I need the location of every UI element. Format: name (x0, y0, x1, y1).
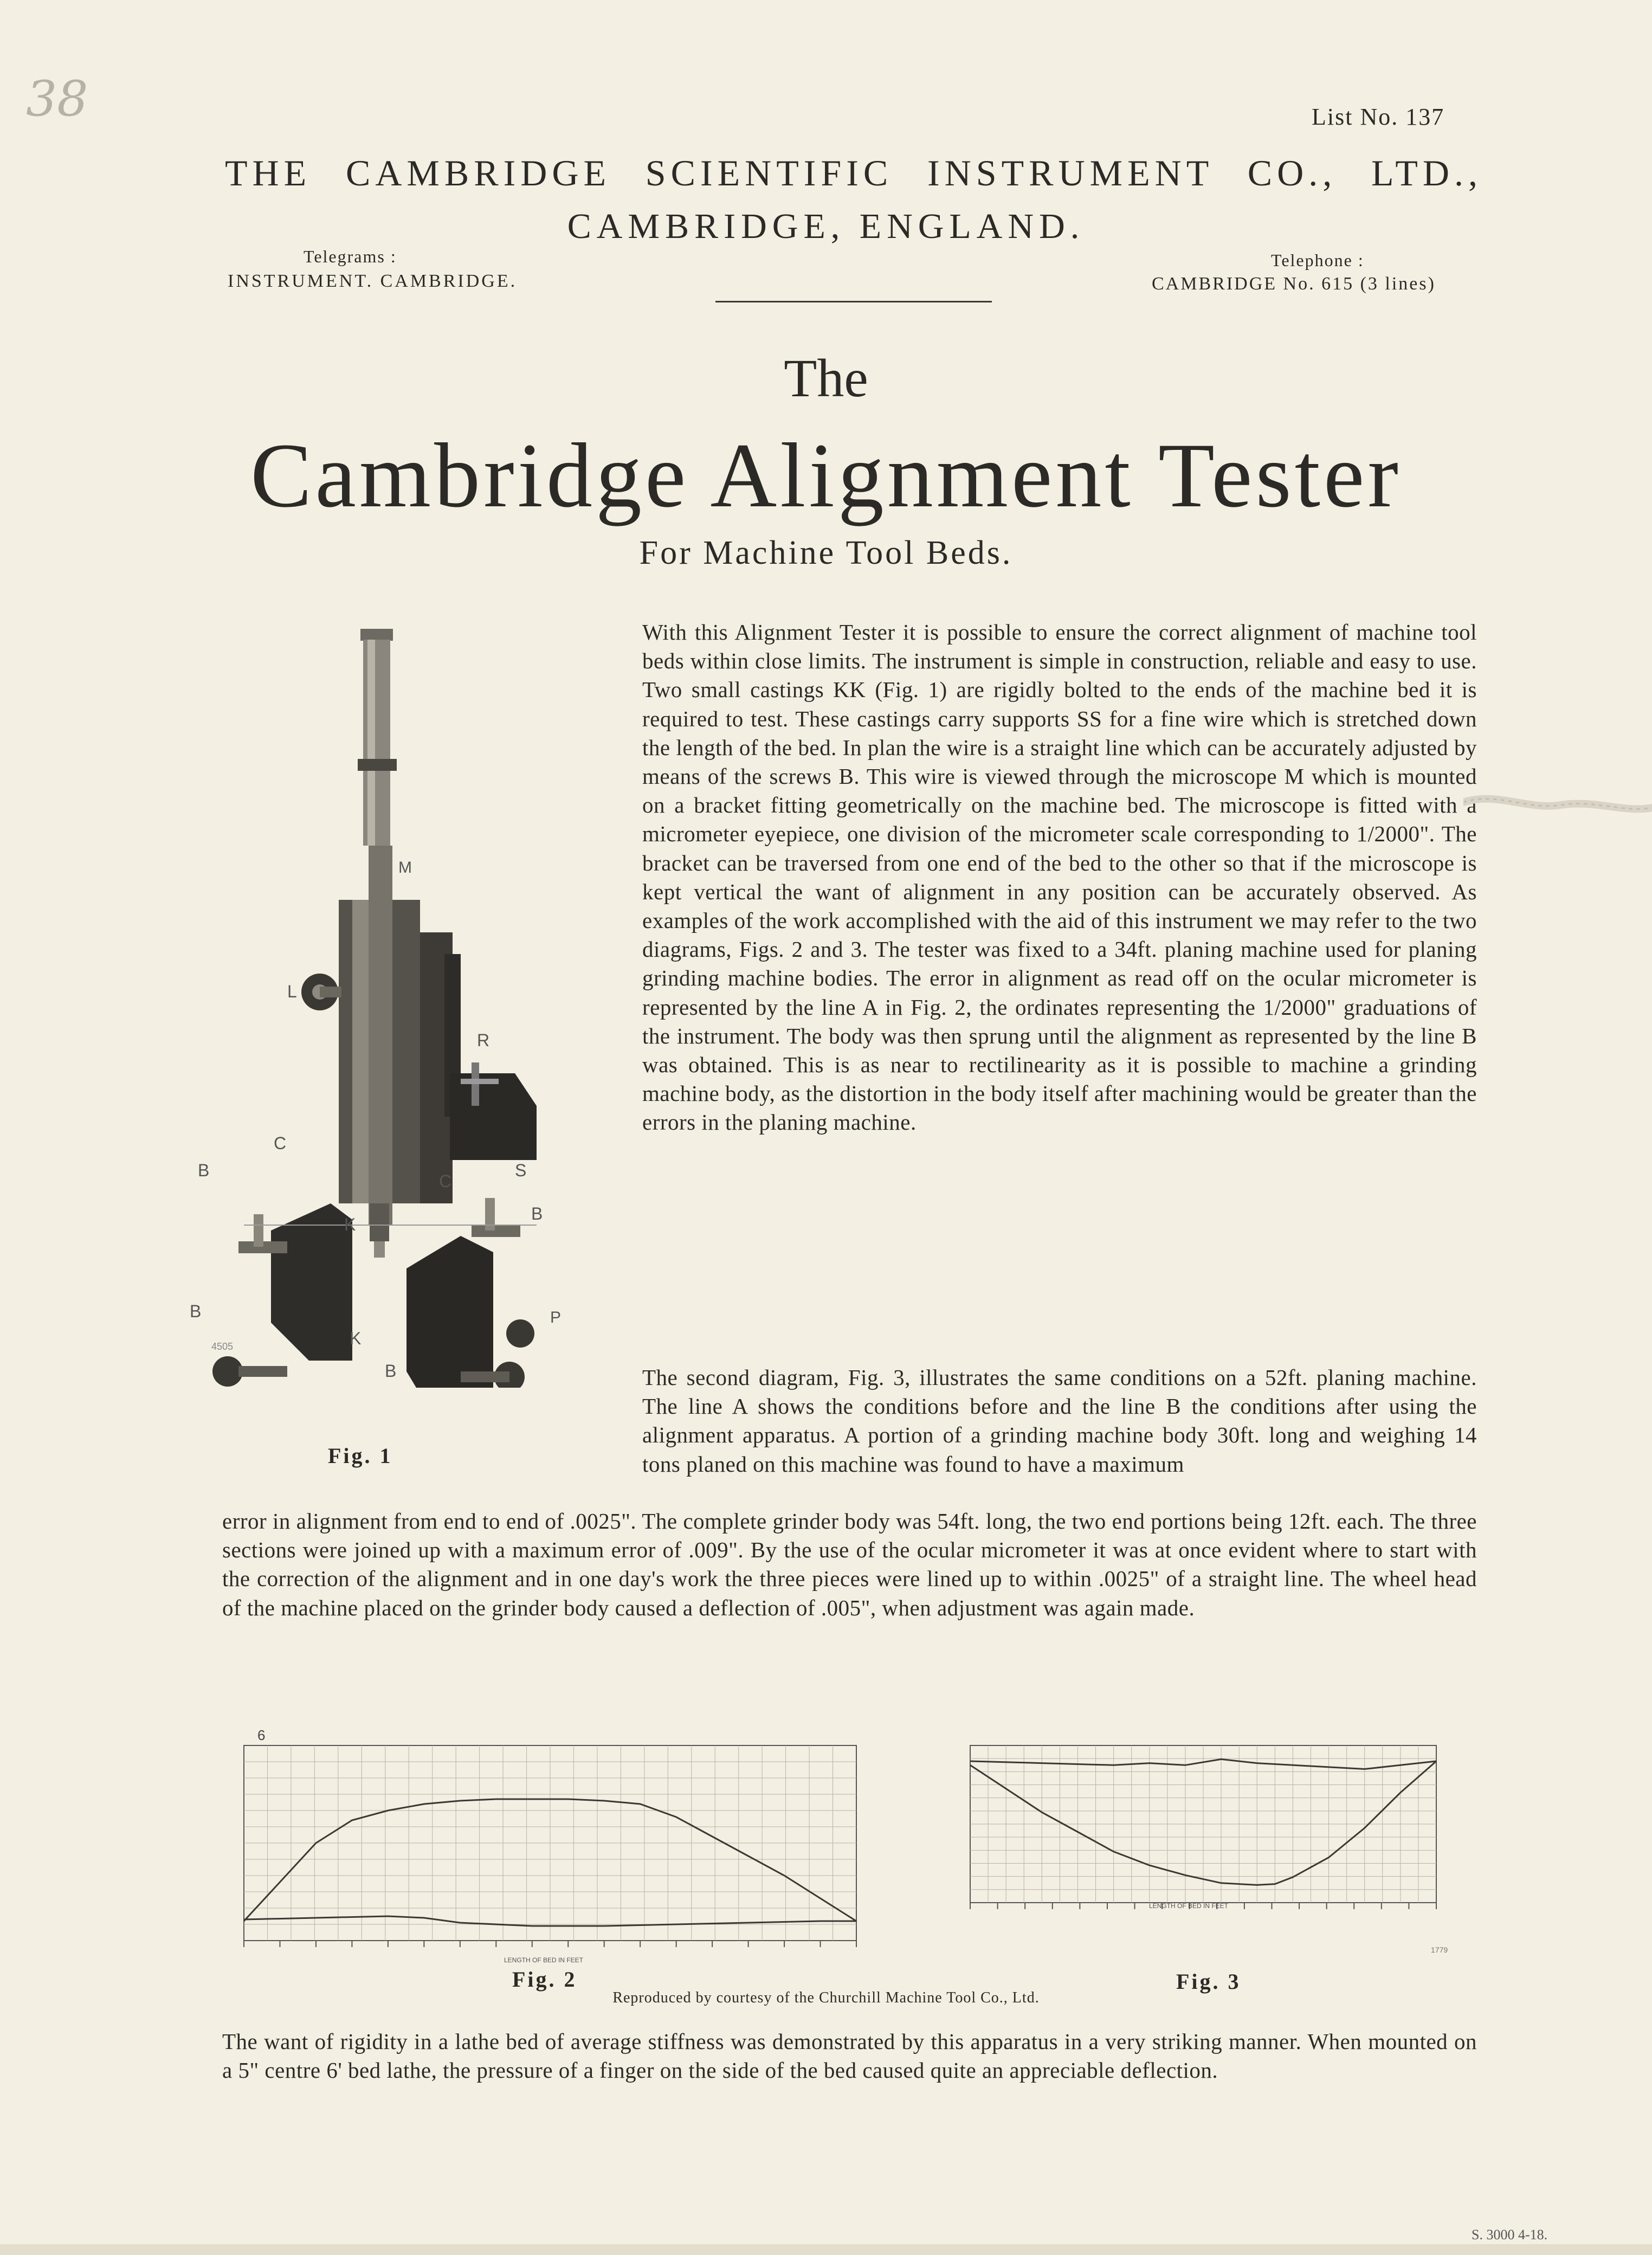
handwritten-mark: 38 (26, 70, 88, 127)
figure-2-x-axis-label: LENGTH OF BED IN FEET (504, 1956, 584, 1964)
label-b-3: B (190, 1302, 202, 1321)
label-c-right: C (439, 1171, 452, 1191)
label-l: L (287, 982, 297, 1001)
label-r: R (477, 1030, 490, 1050)
figure-2-caption: Fig. 2 (512, 1967, 577, 1992)
telephone-value: CAMBRIDGE No. 615 (3 lines) (1152, 274, 1436, 294)
page-bottom-edge (0, 2244, 1652, 2255)
figure-3-x-axis-label: LENGTH OF BED IN FEET (1149, 1902, 1229, 1910)
label-s: S (515, 1161, 527, 1180)
body-paragraph-4: The want of rigidity in a lathe bed of average stiffness was demonstrated by this apparatus in a very striking manner. When mounted on a 5" centre 6' bed lathe, the pressure of a finger on the side of the bed caused quite an appreciable deflection. (222, 2029, 1477, 2083)
label-k-2: K (350, 1329, 362, 1348)
company-name: THE CAMBRIDGE SCIENTIFIC INSTRUMENT CO., LTD., (225, 152, 1482, 194)
subtitle: For Machine Tool Beds. (639, 534, 1013, 571)
figure-1-caption: Fig. 1 (328, 1444, 393, 1468)
body-paragraph-3: error in alignment from end to end of .0025". The complete grinder body was 54ft. long, the two end portions being 12ft. each. The three sections were joined up with a maximum error of .009". By the use of the ocular micrometer it was at once evident where to start with the correction of the alignment and in one day's work the three pieces were lined up to within .0025" of a straight line. The wheel head of the machine placed on the grinder body caused a deflection of .005", when adjustment was again made. (222, 1509, 1477, 1620)
label-p: P (550, 1309, 562, 1326)
label-b-4: B (385, 1361, 397, 1381)
figure-3-chart (959, 1729, 1458, 1957)
figure-3-caption: Fig. 3 (1176, 1969, 1241, 1994)
figure-3-plate-number: 1779 (1431, 1945, 1448, 1954)
header-divider (715, 301, 992, 302)
label-k-1: K (344, 1215, 356, 1234)
telephone-label: Telephone : (1271, 250, 1364, 270)
alignment-tester-illustration (190, 618, 580, 1388)
telegrams-value: INSTRUMENT. CAMBRIDGE. (228, 271, 518, 291)
label-b-1: B (198, 1161, 210, 1180)
plate-number: 4505 (211, 1341, 234, 1352)
body-paragraph-2: The second diagram, Fig. 3, illustrates the same conditions on a 52ft. planing machine. The line A shows the conditions before and the line B the conditions after using the alignment apparatus. A portion of a grinding machine body 30ft. long and weighing 14 tons planed on this machine was found to have a maximum (642, 1365, 1477, 1477)
list-number: List No. 137 (1312, 104, 1445, 130)
attached-string (1463, 781, 1652, 824)
label-c-left: C (274, 1133, 287, 1153)
label-b-2: B (531, 1204, 543, 1223)
company-city: CAMBRIDGE, ENGLAND. (567, 207, 1085, 246)
title-the: The (784, 348, 868, 408)
figure-2-chart (233, 1724, 873, 1973)
telegrams-label: Telegrams : (304, 247, 397, 266)
body-paragraph-1: With this Alignment Tester it is possible to ensure the correct alignment of machine tool beds within close limits. The instrument is simple in construction, reliable and easy to use. Two small castings KK (Fig. 1) are rigidly bolted to the ends of the machine bed it is required to test. These castings carry supports SS for a fine wire which is stretched down the length of the bed. In plan the wire is a straight line which can be accurately adjusted by means of the screws B. This wire is viewed through the microscope M which is mounted on a bracket fitting geometrically on the machine bed. The microscope is fitted with a micrometer eyepiece, one division of the micrometer scale corresponding to 1/2000". The bracket can be traversed from one end of the bed to the other so that if the microscope is kept vertical the want of alignment in any position can be accurately observed. As examples of the work accomplished with the aid of this instrument we may refer to the two diagrams, Figs. 2 and 3. The tester was fixed to a 34ft. planing machine used for planing grinding machine bodies. The error in alignment as read off on the ocular micrometer is represented by the line A in Fig. 2, the ordinates representing the 1/2000" graduations of the instrument. The body was then sprung until the alignment as represented by the line B was obtained. This is as near to rectilinearity as it is possible to machine a grinding machine body, as the distortion in the body itself after machining would be greater than the errors in the planing machine. (642, 620, 1477, 1135)
label-m: M (398, 859, 412, 877)
courtesy-note: Reproduced by courtesy of the Churchill Machine Tool Co., Ltd. (612, 1989, 1040, 2006)
figure-2-y-max-label: 6 (257, 1727, 266, 1743)
print-code: S. 3000 4-18. (1472, 2227, 1548, 2243)
main-title: Cambridge Alignment Tester (250, 424, 1402, 526)
